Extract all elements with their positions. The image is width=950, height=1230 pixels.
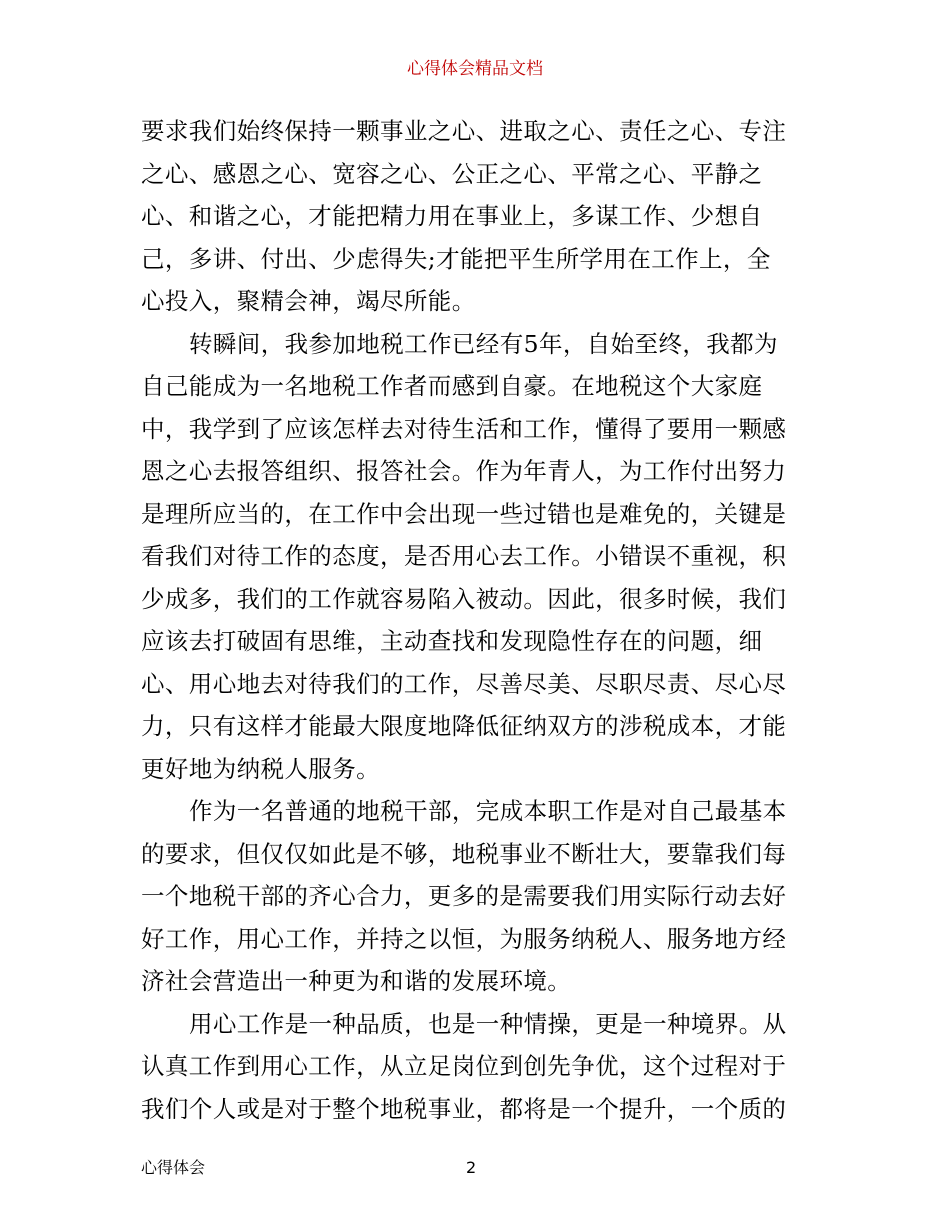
text-line: 心、和谐之心，才能把精力用在事业上，多谋工作、少想自: [141, 202, 763, 230]
paragraph-first-line: 作为一名普通的地税干部，完成本职工作是对自己最基本: [189, 797, 787, 825]
text-line: 少成多，我们的工作就容易陷入被动。因此，很多时候，我们: [141, 584, 787, 613]
text-line: 己，多讲、付出、少虑得失;才能把平生所学用在工作上，全: [141, 244, 771, 273]
text-line: 我们个人或是对于整个地税事业，都将是一个提升，一个质的: [141, 1094, 787, 1123]
text-line: 心投入，聚精会神，竭尽所能。: [141, 287, 476, 315]
text-line: 恩之心去报答组织、报答社会。作为年青人，为工作付出努力: [141, 457, 787, 485]
footer-label: 心得体会: [141, 1158, 206, 1177]
text-line: 的要求，但仅仅如此是不够，地税事业不断壮大，要靠我们每: [141, 839, 787, 868]
text-line: 要求我们始终保持一颗事业之心、进取之心、责任之心、专注: [141, 117, 787, 145]
text-line: 是理所应当的，在工作中会出现一些过错也是难免的，关键是: [141, 499, 787, 528]
text-line: 力，只有这样才能最大限度地降低征纳双方的涉税成本，才能: [141, 712, 787, 740]
paragraph-first-line: 转瞬间，我参加地税工作已经有5年，自始至终，我都为: [189, 329, 778, 358]
paragraph-first-line: 用心工作是一种品质，也是一种情操，更是一种境界。从: [189, 1009, 787, 1038]
text-line: 好工作，用心工作，并持之以恒，为服务纳税人、服务地方经: [141, 924, 787, 953]
text-line: 心、用心地去对待我们的工作，尽善尽美、尽职尽责、尽心尽: [141, 669, 787, 698]
document-header-title: 心得体会精品文档: [407, 59, 543, 79]
document-body: [141, 110, 813, 1130]
text-line: 看我们对待工作的态度，是否用心去工作。小错误不重视，积: [141, 542, 787, 570]
text-line: 应该去打破固有思维，主动查找和发现隐性存在的问题，细: [141, 627, 763, 655]
text-line: 中，我学到了应该怎样去对待生活和工作，懂得了要用一颗感: [141, 414, 787, 443]
text-line: 更好地为纳税人服务。: [141, 754, 380, 783]
text-line: 之心、感恩之心、宽容之心、公正之心、平常之心、平静之: [141, 159, 763, 188]
text-line: 认真工作到用心工作，从立足岗位到创先争优，这个过程对于: [141, 1052, 787, 1080]
page-number: 2: [466, 1158, 477, 1177]
text-line: 自己能成为一名地税工作者而感到自豪。在地税这个大家庭: [141, 372, 763, 400]
text-line: 济社会营造出一种更为和谐的发展环境。: [141, 967, 572, 995]
text-line: 一个地税干部的齐心合力，更多的是需要我们用实际行动去好: [141, 882, 787, 910]
